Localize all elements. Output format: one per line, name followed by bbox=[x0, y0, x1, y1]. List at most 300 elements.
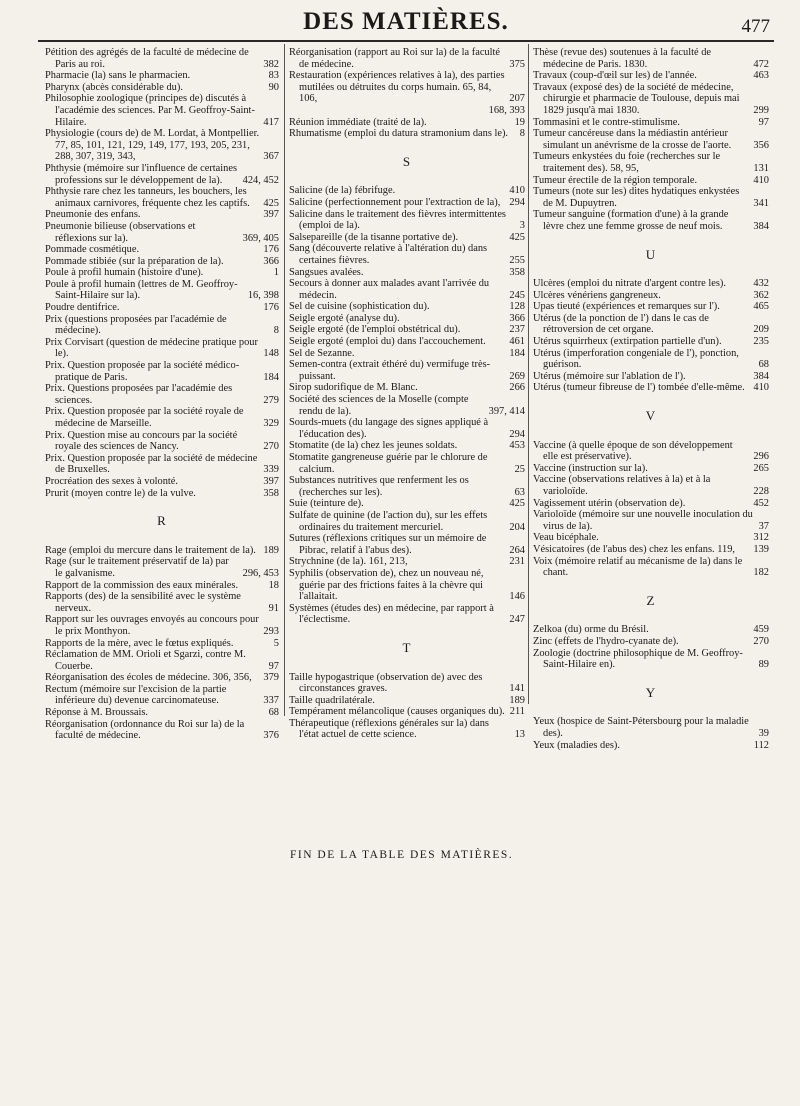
index-entry bbox=[289, 498, 525, 510]
entry-page-number: 228 bbox=[753, 486, 769, 497]
entry-page-number: 128 bbox=[509, 301, 525, 313]
entry-page-number: 176 bbox=[263, 244, 279, 256]
page-title: DES MATIÈRES. bbox=[303, 8, 509, 35]
entry-page-number: 168, 393 bbox=[488, 104, 525, 116]
page-header bbox=[38, 0, 774, 42]
entry-text: Réclamation de MM. Orioli et Sgarzi, contre M. Couerbe. bbox=[45, 649, 246, 672]
entry-text: Substances nutritives que renferment les os (recherches sur les). bbox=[289, 475, 469, 498]
entry-page-number: 182 bbox=[753, 567, 769, 579]
index-entry bbox=[533, 278, 769, 290]
entry-page-number: 410 bbox=[753, 174, 769, 186]
index-entry bbox=[533, 740, 769, 752]
index-entry bbox=[45, 47, 279, 70]
entry-text: Tumeur sanguine (formation d'une) à la grande lèvre chez une femme grosse de neuf mois. bbox=[533, 209, 729, 232]
index-entry bbox=[45, 672, 279, 684]
entry-page-number: 189 bbox=[263, 544, 279, 556]
entry-text: Taille hypogastrique (observation de) avec des circonstances graves. bbox=[289, 671, 483, 695]
column-divider bbox=[284, 44, 285, 716]
entry-page-number: 255 bbox=[509, 254, 525, 266]
entry-page-number: 432 bbox=[753, 278, 769, 290]
index-entry bbox=[533, 82, 769, 117]
index-entry bbox=[45, 684, 279, 707]
entry-text: Pharynx (abcès considérable du). bbox=[45, 81, 183, 93]
entry-page-number: 13 bbox=[514, 729, 525, 741]
entry-text: Varioloïde (mémoire sur une nouvelle inoculation du virus de la). bbox=[533, 509, 753, 532]
entry-text: Pneumonie des enfans. bbox=[45, 209, 141, 221]
page-number: 477 bbox=[741, 16, 770, 37]
index-entry bbox=[45, 383, 279, 406]
entry-text: Société des sciences de la Moselle (compte rendu de la). bbox=[289, 394, 469, 417]
index-entry bbox=[533, 348, 769, 371]
entry-page-number: 16, 398 bbox=[247, 290, 279, 302]
entry-text: Prix (questions proposées par l'académie de médecine). bbox=[45, 313, 227, 337]
entry-text: Salsepareille (de la tisanne portative de). bbox=[289, 231, 459, 243]
index-entry bbox=[533, 636, 769, 648]
index-entry bbox=[45, 707, 279, 719]
entry-page-number: 294 bbox=[509, 428, 525, 440]
index-entry bbox=[45, 580, 279, 592]
entry-page-number: 207 bbox=[509, 93, 525, 105]
entry-text: Sourds-muets (du langage des signes appliqué à l'éducation des). bbox=[289, 417, 489, 440]
index-entry bbox=[45, 267, 279, 279]
entry-text: Réunion immédiate (traité de la). bbox=[289, 116, 427, 128]
entry-text: Thérapeutique (réflexions générales sur la) dans l'état actuel de cette science. bbox=[289, 717, 489, 741]
index-entry bbox=[45, 244, 279, 256]
entry-text: Travaux (exposé des) de la société de médecine, chirurgie et pharmacie de Toulouse, depuis mai 1829 jusqu'à mai 1830. bbox=[533, 81, 740, 116]
index-entry bbox=[289, 128, 525, 140]
index-entry bbox=[533, 532, 769, 544]
entry-text: Rage (sur le traitement préservatif de la) par le galvanisme. bbox=[45, 556, 229, 579]
entry-page-number: 19 bbox=[514, 116, 525, 128]
entry-text: Pommade stibiée (sur la préparation de la). bbox=[45, 255, 224, 267]
section-letter: S bbox=[402, 153, 412, 169]
entry-text: Phthysie rare chez les tanneurs, les bouchers, les animaux carnivores, fréquente chez les captifs. bbox=[45, 186, 250, 209]
entry-page-number: 269 bbox=[509, 370, 525, 382]
index-column-3 bbox=[533, 47, 769, 751]
entry-text: Tumeur cancéreuse dans la médiastin antérieur simulant un anévrisme de la crosse de l'aorte. bbox=[533, 128, 732, 151]
index-entry bbox=[289, 105, 525, 117]
entry-text: Vaccine (à quelle époque de son développement elle est préservative). bbox=[533, 439, 733, 463]
entry-text: Zelkoa (du) orme du Brésil. bbox=[533, 624, 649, 636]
entry-page-number: 425 bbox=[263, 197, 279, 209]
index-entry bbox=[289, 695, 525, 707]
index-entry bbox=[533, 440, 769, 463]
index-entry bbox=[45, 545, 279, 557]
index-entry bbox=[45, 209, 279, 221]
entry-page-number: 461 bbox=[509, 336, 525, 348]
index-entry bbox=[45, 128, 279, 163]
entry-text: Rectum (mémoire sur l'excision de la partie inférieure du) devenue carcinomateuse. bbox=[45, 683, 227, 707]
index-entry bbox=[533, 544, 769, 556]
entry-text: Zoologie (doctrine philosophique de M. Geoffroy-Saint-Hilaire en). bbox=[533, 647, 743, 671]
section-letter: R bbox=[157, 513, 167, 529]
index-entry bbox=[45, 406, 279, 429]
entry-text: Rapports (des) de la sensibilité avec le système nerveux. bbox=[45, 591, 241, 614]
entry-page-number: 384 bbox=[753, 220, 769, 232]
index-column-1 bbox=[45, 47, 279, 742]
entry-page-number: 83 bbox=[268, 70, 279, 82]
index-entry bbox=[533, 117, 769, 129]
index-entry bbox=[45, 556, 279, 579]
index-entry bbox=[533, 648, 769, 671]
end-of-table-text: FIN DE LA TABLE DES MATIÈRES. bbox=[290, 849, 514, 861]
entry-page-number: 91 bbox=[268, 602, 279, 614]
entry-page-number: 247 bbox=[509, 614, 525, 626]
index-entry bbox=[45, 163, 279, 186]
entry-page-number: 89 bbox=[758, 659, 769, 671]
entry-text: Pommade cosmétique. bbox=[45, 244, 140, 256]
entry-page-number: 367 bbox=[263, 151, 279, 163]
entry-text: Sangsues avalées. bbox=[289, 266, 364, 278]
index-entry bbox=[533, 151, 769, 174]
entry-text: Procréation des sexes à volonté. bbox=[45, 475, 179, 487]
index-entry bbox=[289, 301, 525, 313]
section-letter: Y bbox=[645, 684, 657, 700]
entry-text: Sang (découverte relative à l'altération du) dans certaines fièvres. bbox=[289, 243, 488, 266]
entry-text: Yeux (maladies des). bbox=[533, 739, 620, 751]
entry-text: Utérus squirrheux (extirpation partielle d'un). bbox=[533, 336, 722, 348]
entry-text: Rapport sur les ouvrages envoyés au concours pour le prix Monthyon. bbox=[45, 614, 259, 637]
entry-page-number: 68 bbox=[758, 359, 769, 371]
entry-text: Zinc (effets de l'hydro-cyanate de). bbox=[533, 635, 679, 647]
entry-page-number: 459 bbox=[753, 624, 769, 636]
entry-page-number: 397 bbox=[263, 209, 279, 221]
entry-text: Tumeurs (note sur les) dites hydatiques enkystées de M. Dupuytren. bbox=[533, 186, 740, 209]
entry-page-number: 90 bbox=[268, 81, 279, 93]
entry-page-number: 425 bbox=[509, 231, 525, 243]
entry-page-number: 237 bbox=[509, 324, 525, 336]
entry-page-number: 39 bbox=[758, 727, 769, 739]
entry-text: Pétition des agrégés de la faculté de médecine de Paris au roi. bbox=[45, 47, 249, 70]
entry-page-number: 235 bbox=[753, 336, 769, 348]
entry-page-number: 264 bbox=[509, 544, 525, 556]
entry-text: Ulcères (emploi du nitrate d'argent contre les). bbox=[533, 278, 726, 290]
entry-page-number: 204 bbox=[509, 521, 525, 533]
entry-text: Physiologie (cours de) de M. Lordat, à Montpellier. 77, 85, 101, 121, 129, 149, 177, 193, 205, 231, 288, 307, 319, 343, bbox=[45, 128, 260, 163]
index-entry bbox=[289, 243, 525, 266]
entry-text: Secours à donner aux malades avant l'arrivée du médecin. bbox=[289, 278, 490, 301]
index-entry bbox=[45, 186, 279, 209]
index-entry bbox=[45, 302, 279, 314]
entry-text: Poudre dentifrice. bbox=[45, 302, 120, 314]
entry-text: Tempérament mélancolique (causes organiques du). bbox=[289, 706, 505, 718]
entry-page-number: 452 bbox=[753, 497, 769, 509]
index-entry bbox=[289, 452, 525, 475]
entry-text: Prix. Question proposée par la société de médecine de Bruxelles. bbox=[45, 452, 258, 476]
entry-page-number: 465 bbox=[753, 301, 769, 313]
entry-text: Suie (teinture de). bbox=[289, 498, 364, 510]
index-entry bbox=[289, 672, 525, 695]
index-entry bbox=[533, 556, 769, 579]
entry-text: Seigle ergoté (de l'emploi obstétrical du). bbox=[289, 324, 461, 336]
entry-page-number: 397, 414 bbox=[488, 405, 525, 417]
entry-page-number: 382 bbox=[263, 58, 279, 70]
entry-page-number: 266 bbox=[509, 382, 525, 394]
index-entry bbox=[289, 348, 525, 360]
index-entry bbox=[289, 568, 525, 603]
index-entry bbox=[289, 603, 525, 626]
entry-text: Sel de Sezanne. bbox=[289, 347, 355, 359]
entry-page-number: 209 bbox=[753, 324, 769, 336]
entry-page-number: 184 bbox=[263, 371, 279, 383]
index-entry bbox=[533, 336, 769, 348]
index-entry bbox=[289, 417, 525, 440]
entry-page-number: 148 bbox=[263, 348, 279, 360]
entry-page-number: 417 bbox=[263, 116, 279, 128]
entry-text: Utérus (tumeur fibreuse de l') tombée d'elle-même. bbox=[533, 382, 745, 394]
entry-page-number: 5 bbox=[273, 637, 279, 649]
entry-page-number: 245 bbox=[509, 289, 525, 301]
index-entry bbox=[533, 290, 769, 302]
entry-text: Sirop sudorifique de M. Blanc. bbox=[289, 382, 418, 394]
entry-page-number: 296 bbox=[753, 451, 769, 463]
index-entry bbox=[289, 394, 525, 417]
entry-text: Prurit (moyen contre le) de la vulve. bbox=[45, 487, 196, 499]
entry-page-number: 112 bbox=[753, 739, 769, 751]
section-letter: V bbox=[645, 408, 657, 424]
index-column-2 bbox=[289, 47, 525, 741]
entry-text: Syphilis (observation de), chez un nouveau né, guérie par des frictions faites à la chèvre qui l'allaitait. bbox=[289, 567, 484, 603]
entry-page-number: 366 bbox=[509, 312, 525, 324]
entry-page-number: 63 bbox=[514, 486, 525, 498]
index-entry bbox=[289, 209, 525, 232]
entry-page-number: 176 bbox=[263, 302, 279, 314]
entry-text: Yeux (hospice de Saint-Pétersbourg pour la maladie des). bbox=[533, 716, 749, 739]
entry-text: Tumeur érectile de la région temporale. bbox=[533, 174, 698, 186]
index-entry bbox=[45, 93, 279, 128]
entry-page-number: 410 bbox=[753, 382, 769, 394]
index-entry bbox=[533, 70, 769, 82]
entry-page-number: 131 bbox=[753, 162, 769, 174]
entry-page-number: 337 bbox=[263, 695, 279, 707]
index-entry bbox=[533, 47, 769, 70]
index-entry bbox=[45, 70, 279, 82]
entry-text: Prix. Question proposée par la société royale de médecine de Marseille. bbox=[45, 406, 244, 429]
index-entry bbox=[289, 359, 525, 382]
entry-text: Vaccine (instruction sur la). bbox=[533, 462, 648, 474]
entry-page-number: 358 bbox=[509, 266, 525, 278]
entry-text: Stomatite (de la) chez les jeunes soldats. bbox=[289, 440, 458, 452]
index-entry bbox=[533, 209, 769, 232]
entry-page-number: 139 bbox=[753, 543, 769, 555]
entry-text: Rhumatisme (emploi du datura stramonium dans le). bbox=[289, 128, 509, 140]
entry-text: Phthysie (mémoire sur l'influence de certaines professions sur le développement de la). bbox=[45, 162, 238, 186]
entry-page-number: 3 bbox=[519, 220, 525, 232]
entry-text: Tumeurs enkystées du foie (recherches sur le traitement des). 58, 95, bbox=[533, 151, 721, 174]
entry-text: Systèmes (études des) en médecine, par rapport à l'éclectisme. bbox=[289, 602, 494, 626]
index-entry bbox=[45, 476, 279, 488]
index-entry bbox=[533, 509, 769, 532]
index-entry bbox=[45, 719, 279, 742]
index-entry bbox=[45, 638, 279, 650]
index-entry bbox=[533, 128, 769, 151]
index-entry bbox=[289, 440, 525, 452]
entry-text: Vésicatoires (de l'abus des) chez les enfans. 119, bbox=[533, 543, 736, 555]
index-entry bbox=[45, 453, 279, 476]
index-entry bbox=[45, 360, 279, 383]
index-entry bbox=[289, 313, 525, 325]
entry-text: Voix (mémoire relatif au mécanisme de la) dans le chant. bbox=[533, 555, 743, 579]
entry-page-number: 68 bbox=[268, 707, 279, 719]
entry-page-number: 384 bbox=[753, 370, 769, 382]
entry-page-number: 265 bbox=[753, 462, 769, 474]
entry-text: Pneumonie bilieuse (observations et réflexions sur la). bbox=[45, 220, 196, 244]
index-entry bbox=[289, 382, 525, 394]
entry-page-number: 8 bbox=[519, 128, 525, 140]
entry-page-number: 296, 453 bbox=[242, 567, 279, 579]
entry-text: Rapports de la mère, avec le fœtus expliqués. bbox=[45, 637, 234, 649]
index-entry bbox=[45, 614, 279, 637]
index-entry bbox=[45, 221, 279, 244]
entry-page-number: 376 bbox=[263, 730, 279, 742]
index-entry bbox=[45, 337, 279, 360]
entry-page-number: 379 bbox=[263, 672, 279, 684]
section-letter: U bbox=[645, 246, 657, 262]
entry-text: Sutures (réflexions critiques sur un mémoire de Pibrac, relatif à l'abus des). bbox=[289, 533, 487, 556]
entry-page-number: 358 bbox=[263, 487, 279, 499]
entry-text: Poule à profil humain (histoire d'une). bbox=[45, 267, 204, 279]
index-entry bbox=[289, 510, 525, 533]
index-entry bbox=[533, 175, 769, 187]
index-entry bbox=[289, 718, 525, 741]
entry-page-number: 463 bbox=[753, 70, 769, 82]
entry-page-number: 424, 452 bbox=[242, 174, 279, 186]
entry-page-number: 1 bbox=[273, 267, 279, 279]
index-entry bbox=[45, 649, 279, 672]
index-entry bbox=[45, 256, 279, 268]
entry-text: Réorganisation des écoles de médecine. 306, 356, bbox=[45, 672, 252, 684]
column-divider bbox=[528, 44, 529, 704]
entry-page-number: 356 bbox=[753, 139, 769, 151]
entry-text: Thèse (revue des) soutenues à la faculté de médecine de Paris. 1830. bbox=[533, 47, 712, 70]
index-entry bbox=[289, 47, 525, 70]
index-entry bbox=[45, 82, 279, 94]
entry-page-number: 18 bbox=[268, 579, 279, 591]
entry-text: Restauration (expériences relatives à la), des parties mutilées ou détruites du corps humain. 65, 84, 106, bbox=[289, 70, 505, 105]
entry-text: Pharmacie (la) sans le pharmacien. bbox=[45, 70, 191, 82]
entry-page-number: 25 bbox=[514, 463, 525, 475]
entry-page-number: 270 bbox=[263, 441, 279, 453]
index-entry bbox=[289, 197, 525, 209]
entry-text: Taille quadrilatérale. bbox=[289, 694, 375, 706]
index-entry bbox=[533, 463, 769, 475]
index-entry bbox=[533, 301, 769, 313]
index-entry bbox=[289, 706, 525, 718]
index-entry bbox=[289, 475, 525, 498]
entry-text: Rage (emploi du mercure dans le traitement de la). bbox=[45, 544, 256, 556]
index-entry bbox=[533, 382, 769, 394]
entry-text: Sulfate de quinine (de l'action du), sur les effets ordinaires du traitement mercuriel. bbox=[289, 509, 488, 533]
index-entry bbox=[289, 278, 525, 301]
entry-text: Vagissement utérin (observation de). bbox=[533, 497, 686, 509]
index-entry bbox=[289, 336, 525, 348]
entry-page-number: 425 bbox=[509, 498, 525, 510]
index-entry bbox=[533, 624, 769, 636]
entry-text: Philosophie zoologique (principes de) discutés à l'académie des sciences. Par M. Geoffroy-Saint-Hilaire. bbox=[45, 93, 255, 128]
index-entry bbox=[289, 232, 525, 244]
entry-text: Sel de cuisine (sophistication du). bbox=[289, 301, 430, 313]
entry-page-number: 339 bbox=[263, 464, 279, 476]
entry-page-number: 141 bbox=[509, 683, 525, 695]
entry-page-number: 189 bbox=[509, 694, 525, 706]
index-entry bbox=[533, 313, 769, 336]
entry-text: Strychnine (de la). 161, 213, bbox=[289, 556, 408, 568]
index-entry bbox=[289, 324, 525, 336]
entry-page-number: 270 bbox=[753, 635, 769, 647]
index-entry bbox=[45, 591, 279, 614]
entry-text: Ulcères vénériens gangreneux. bbox=[533, 289, 661, 301]
entry-page-number: 410 bbox=[509, 185, 525, 197]
entry-page-number: 329 bbox=[263, 418, 279, 429]
entry-text: Seigle ergoté (analyse du). bbox=[289, 312, 400, 324]
entry-page-number: 294 bbox=[509, 196, 525, 208]
index-entry bbox=[45, 430, 279, 453]
entry-page-number: 211 bbox=[509, 706, 525, 718]
entry-page-number: 184 bbox=[509, 347, 525, 359]
index-entry bbox=[533, 371, 769, 383]
header-rule bbox=[38, 40, 774, 42]
entry-text: Prix. Questions proposées par l'académie des sciences. bbox=[45, 383, 233, 406]
entry-page-number: 375 bbox=[509, 58, 525, 70]
index-entry bbox=[289, 533, 525, 556]
entry-page-number: 341 bbox=[753, 197, 769, 209]
entry-text: Poule à profil humain (lettres de M. Geoffroy-Saint-Hilaire sur la). bbox=[45, 278, 238, 302]
entry-page-number: 279 bbox=[263, 394, 279, 406]
entry-text: Utérus (de la ponction de l') dans le cas de rétroversion de cet organe. bbox=[533, 312, 709, 336]
entry-text: Rapport de la commission des eaux minérales. bbox=[45, 579, 239, 591]
entry-page-number: 146 bbox=[509, 591, 525, 603]
entry-text: Réorganisation (rapport au Roi sur la) de la faculté de médecine. bbox=[289, 47, 501, 70]
entry-page-number: 362 bbox=[753, 289, 769, 301]
index-entry bbox=[45, 279, 279, 302]
section-letter: Z bbox=[646, 592, 656, 608]
entry-text: Veau bicéphale. bbox=[533, 532, 599, 544]
entry-page-number: 97 bbox=[758, 116, 769, 128]
entry-page-number: 453 bbox=[509, 440, 525, 452]
entry-page-number: 366 bbox=[263, 255, 279, 267]
entry-page-number: 369, 405 bbox=[242, 232, 279, 244]
entry-page-number: 312 bbox=[753, 532, 769, 544]
index-entry bbox=[289, 556, 525, 568]
entry-text: Prix Corvisart (question de médecine pratique pour le). bbox=[45, 336, 258, 360]
entry-page-number: 231 bbox=[509, 556, 525, 568]
entry-text: Tommasini et le contre-stimulisme. bbox=[533, 116, 681, 128]
entry-text: Semen-contra (extrait éthéré du) vermifuge très-puissant. bbox=[289, 359, 491, 382]
index-entry bbox=[533, 498, 769, 510]
entry-text: Vaccine (observations relatives à la) et à la varioloïde. bbox=[533, 474, 711, 497]
index-entry bbox=[533, 474, 769, 497]
index-entry bbox=[533, 716, 769, 739]
index-entry bbox=[45, 488, 279, 500]
entry-text: Prix. Question mise au concours par la société royale des sciences de Nancy. bbox=[45, 429, 238, 453]
entry-text: Travaux (coup-d'œil sur les) de l'année. bbox=[533, 70, 697, 82]
index-entry bbox=[289, 185, 525, 197]
entry-text: Salicine dans le traitement des fièvres intermittentes (emploi de la). bbox=[289, 208, 506, 232]
entry-page-number: 397 bbox=[263, 475, 279, 487]
entry-text: Stomatite gangreneuse guérie par le chlorure de calcium. bbox=[289, 452, 488, 475]
entry-text: Réorganisation (ordonnance du Roi sur la) de la faculté de médecine. bbox=[45, 718, 245, 742]
entry-text: Salicine (perfectionnement pour l'extraction de la), bbox=[289, 196, 501, 208]
entry-text: Réponse à M. Broussais. bbox=[45, 707, 149, 719]
section-letter: T bbox=[402, 639, 412, 655]
entry-page-number: 293 bbox=[263, 625, 279, 637]
entry-text: Utérus (imperforation congeniale de l'), ponction, guérison. bbox=[533, 347, 739, 371]
entry-page-number: 472 bbox=[753, 58, 769, 70]
entry-text: Upas tieuté (expériences et remarques sur l'). bbox=[533, 301, 720, 313]
entry-page-number: 37 bbox=[758, 520, 769, 532]
entry-text: Salicine (de la) fébrifuge. bbox=[289, 185, 396, 197]
entry-text: Utérus (mémoire sur l'ablation de l'). bbox=[533, 370, 686, 382]
